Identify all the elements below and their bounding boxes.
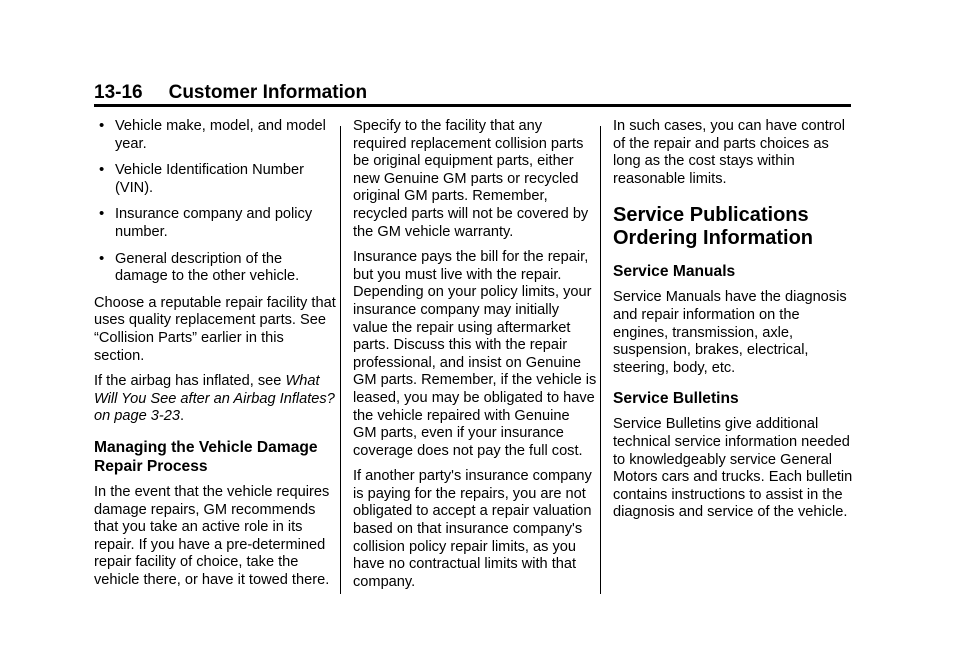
column-right [613,118,857,530]
section-title: Customer Information [168,82,368,103]
paragraph-choose-facility: Choose a reputable repair facility that uses quality replacement parts. See “Collision Parts” earlier in this section. [94,294,336,364]
paragraph-event: In the event that the vehicle requires damage repairs, GM recommends that you take an active role in its repair. If you have a pre-determined repair facility of choice, take the vehicle there, or have it towed there. [94,483,330,588]
column-left [94,118,338,597]
paragraph-specify: Specify to the facility that any required replacement collision parts be original equipment parts, either new Genuine GM parts or recycled original GM parts. Remember, recycled parts will not be covered by the GM vehicle warranty. [353,118,589,240]
paragraph-service-manuals: Service Manuals have the diagnosis and repair information on the engines, transmission, axle, suspension, brakes, electrical, steering, body, etc. [613,289,847,376]
airbag-prefix: If the airbag has inflated, see [94,373,286,390]
list-item: • Vehicle Identification Number (VIN). [94,162,338,197]
column-middle [353,118,597,599]
heading-service-publications: Service Publications Ordering Information [613,204,813,250]
page-number: 13-16 [94,82,143,103]
column-divider [340,126,341,594]
paragraph-another-party: If another party's insurance company is paying for the repairs, you are not obligated to accept a repair valuation based on that insurance company's collision policy repair limits, as you have no contractual limits with that company. [353,468,592,590]
heading-service-manuals: Service Manuals [613,263,736,281]
list-item: • Insurance company and policy number. [94,206,338,241]
required-info-list [94,118,338,286]
paragraph-airbag [94,373,338,426]
heading-service-bulletins: Service Bulletins [613,390,739,408]
paragraph-insurance: Insurance pays the bill for the repair, but you must live with the repair. Depending on your policy limits, your insurance company may initially value the repair using aftermarket parts. Discuss this with the repair professional, and insist on Genuine GM parts. Remember, if the vehicle is leased, you may be obligated to have the vehicle repaired with Genuine GM parts, even if your insurance coverage does not pay the full cost. [353,249,597,459]
list-item: • General description of the damage to the other vehicle. [94,251,338,286]
page-header [94,80,849,106]
list-item: • Vehicle make, model, and model year. [94,118,338,153]
airbag-suffix: . [180,408,185,425]
paragraph-such-cases: In such cases, you can have control of the repair and parts choices as long as the cost stays within reasonable limits. [613,118,846,187]
header-rule [94,104,851,107]
paragraph-service-bulletins: Service Bulletins give additional technical service information needed to knowledgeably service General Motors cars and trucks. Each bulletin contains instructions to assist in the diagnosis and service of the vehicle. [613,416,853,521]
heading-managing-damage: Managing the Vehicle Damage Repair Process [94,438,318,475]
airbag-reference-link[interactable]: What Will You See after an Airbag Inflates? on page 3-23 [94,373,335,425]
column-divider [600,126,601,594]
